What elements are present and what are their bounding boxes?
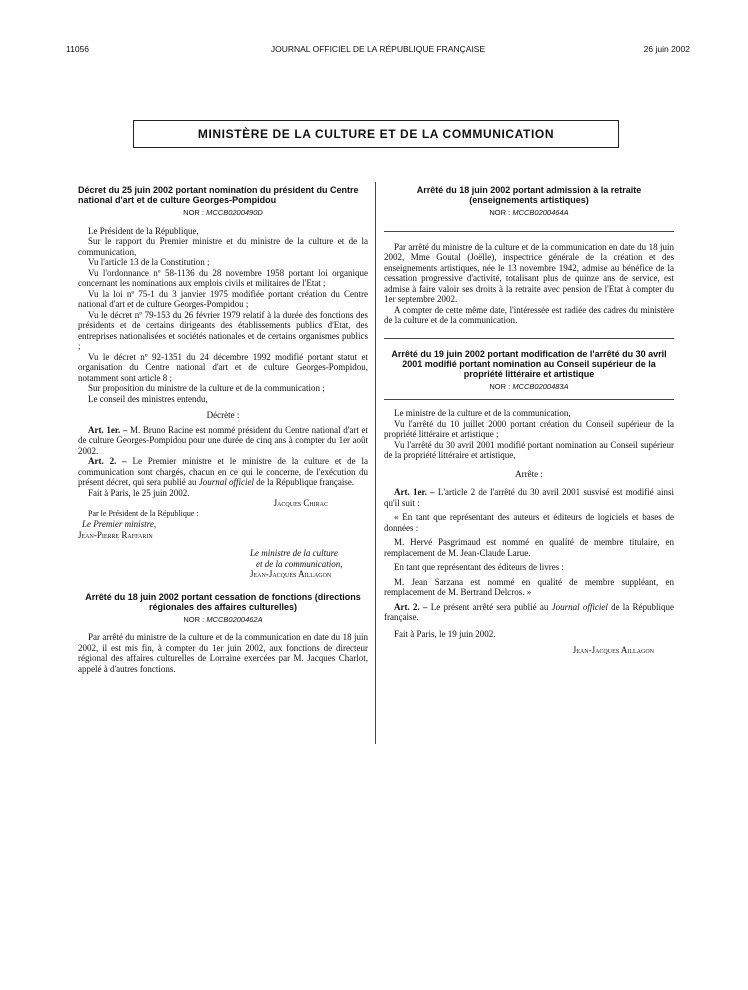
minister-title-2 (250, 559, 368, 570)
premier-ministre-name: Jean-Pierre Raffarin (78, 529, 153, 540)
ministry-heading-box (133, 120, 619, 148)
nor-code: MCCB0200462A (206, 614, 263, 624)
arrete-conseil-title: Arrêté du 19 juin 2002 portant modification de l'arrêté du 30 avril 2001 modifié portant nomination au Conseil supérieur de la propriété littéraire et artistique (391, 348, 667, 379)
nor-label: NOR : (183, 208, 205, 217)
ministry-heading: MINISTÈRE DE LA CULTURE ET DE LA COMMUNICATION (197, 127, 555, 141)
article-text: M. Bruno Racine est nommé président du Centre national d'art et de culture Georges-Pompidou pour une durée de cinq ans à compter du 1er août 2002. (78, 424, 369, 456)
paragraph: Vu l'ordonnance nº 58-1136 du 28 novembre 1958 portant loi organique concernant les nominations aux emplois civils et militaires de l'Etat ; (78, 267, 368, 288)
paragraph: Par arrêté du ministre de la culture et de la communication en date du 18 juin 2002, il est mis fin, à compter du 1er juin 2002, aux fonctions de directeur régional des affaires culturelles de Lorraine exercées par M. Jacques Charlot, appelé à d'autres fonctions. (78, 632, 368, 674)
paragraph: Vu la loi nº 75-1 du 3 janvier 1975 modifiée portant création du Centre national d'art et de culture Georges-Pompidou ; (78, 288, 368, 309)
quote-paragraph: « En tant que représentant des auteurs et éditeurs de logiciels et bases de données : (384, 512, 674, 533)
journal-title: JOURNAL OFFICIEL DE LA RÉPUBLIQUE FRANÇAISE (270, 44, 486, 54)
minister-title-1-text: Le ministre de la culture (250, 548, 338, 558)
paragraph: Sur le rapport du Premier ministre et du ministre de la culture et de la communication, (78, 236, 368, 257)
fait-a-paris: Fait à Paris, le 19 juin 2002. (394, 628, 496, 639)
nor-code: MCCB0200464A (512, 208, 569, 217)
par-le-president: Par le Président de la République : (88, 508, 199, 518)
right-column (384, 185, 674, 656)
journal-officiel-italic: Journal officiel (198, 477, 254, 487)
nor-code: MCCB0200483A (512, 381, 569, 391)
arrete-retraite-title: Arrêté du 18 juin 2002 portant admission à la retraite (enseignements artistiques) (416, 185, 642, 205)
premier-ministre-title (78, 519, 368, 530)
section-rule (384, 338, 674, 339)
article-label: Art. 2. – (88, 456, 127, 466)
article-label: Art. 1er. – (88, 424, 128, 435)
article-2 (384, 602, 674, 623)
paragraph: Par arrêté du ministre de la culture et de la communication en date du 18 juin 2002, Mme Goutal (Joëlle), inspectrice générale de la création et des enseignements artistiques, née le 13 novembre 1942, admise au bénéfice de la cessation progressive d'activité, totalisant plus de quinze ans de service, est admise à faire valoir ses droits à la retraite avec pension de l'Etat à compter du 1er septembre 2002. (384, 241, 674, 304)
arrete-conseil-nor (384, 382, 674, 393)
page-number: 11056 (66, 44, 90, 54)
article-label: Art. 1er. – (394, 487, 435, 497)
article-2 (78, 456, 368, 488)
column-divider (375, 182, 376, 744)
paragraph: Sur proposition du ministre de la culture et de la communication ; (88, 383, 325, 393)
fait-a-paris: Fait à Paris, le 25 juin 2002. (88, 487, 190, 498)
arrete-cessation-title: Arrêté du 18 juin 2002 portant cessation de fonctions (directions régionales des affaires culturelles) (85, 591, 361, 612)
page-header (66, 44, 690, 58)
arrete-heading: Arrête : (515, 468, 543, 479)
left-column (78, 185, 368, 674)
minister-name: Jean-Jacques Aillagon (250, 569, 332, 579)
section-rule (384, 399, 674, 400)
quote-paragraph: En tant que représentant des éditeurs de livres : (394, 562, 564, 572)
nor-label: NOR : (489, 208, 511, 217)
paragraph: Le conseil des ministres entendu, (88, 393, 208, 404)
paragraph: Vu le décret nº 79-153 du 26 février 1979 relatif à la durée des fonctions des présidents et de certains dirigeants des établissements publics d'Etat, des entreprises nationalisées et sociétés nationales et de certains organismes publics ; (78, 309, 368, 351)
article-1 (78, 425, 368, 457)
article-1 (384, 487, 674, 508)
quote-paragraph: M. Jean Sarzana est nommé en qualité de membre suppléant, en remplacement de M. Bertrand Delcros. » (384, 576, 674, 597)
nor-code: MCCB0200490D (206, 208, 263, 217)
journal-officiel-italic: Journal officiel (551, 601, 608, 612)
paragraph: Vu le décret nº 92-1351 du 24 décembre 1992 modifié portant statut et organisation du Centre national d'art et de culture Georges-Pompidou, notamment sont article 8 ; (78, 351, 368, 383)
decree-title: Décret du 25 juin 2002 portant nomination du président du Centre national d'art et de culture Georges-Pompidou (78, 185, 359, 205)
article-text: de la République française. (256, 477, 355, 487)
nor-label: NOR : (489, 381, 511, 391)
pm-title-text: Le Premier ministre, (82, 519, 157, 529)
article-text: Le Premier ministre et le ministre de la culture et de la communication sont chargés, chacun en ce qui le concerne, de l'exécution du présent décret, qui sera publié au (78, 456, 368, 487)
section-rule (384, 231, 674, 232)
article-text: de la République française. (384, 601, 675, 622)
minister-title-2-text: et de la communication, (256, 558, 343, 569)
decree-nor (78, 208, 368, 219)
publication-date: 26 juin 2002 (643, 44, 690, 54)
paragraph: Le Président de la République, (88, 225, 199, 236)
minister-signature: Jean-Jacques Aillagon (572, 645, 654, 655)
minister-title-1 (250, 548, 368, 559)
paragraph: Vu l'article 13 de la Constitution ; (88, 257, 210, 267)
quote-paragraph: M. Hervé Pasgrimaud est nommé en qualité de membre titulaire, en remplacement de M. Jean-Claude Larue. (384, 537, 674, 558)
article-label: Art. 2. – (394, 601, 428, 612)
article-text: Le présent arrêté sera publié au (430, 601, 549, 612)
arrete-cessation-nor (78, 615, 368, 626)
minister-signature (78, 548, 368, 580)
arrete-retraite-nor (384, 208, 674, 219)
article-text: L'article 2 de l'arrêté du 30 avril 2001 susvisé est modifié ainsi qu'il suit : (384, 487, 675, 508)
paragraph: Le ministre de la culture et de la communication, (394, 408, 571, 418)
paragraph: A compter de cette même date, l'intéressée est radiée des cadres du ministère de la culture et de la communication. (384, 304, 674, 325)
decrete-heading: Décrète : (206, 410, 240, 420)
nor-label: NOR : (183, 614, 205, 624)
signature-president: Jacques Chirac (273, 498, 328, 508)
paragraph: Vu l'arrêté du 10 juillet 2000 portant création du Conseil supérieur de la propriété littéraire et artistique ; (384, 418, 674, 439)
paragraph: Vu l'arrêté du 30 avril 2001 modifié portant nomination au Conseil supérieur de la propriété littéraire et artistique, (384, 439, 674, 460)
